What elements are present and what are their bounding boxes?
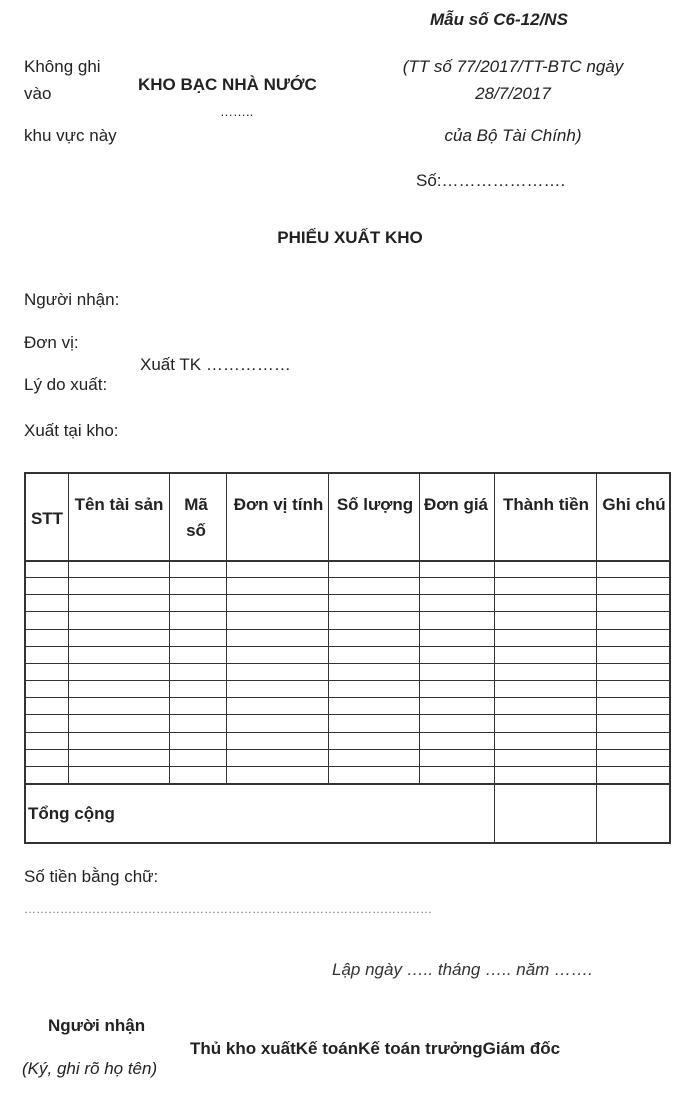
table-row-divider [26,577,669,578]
signature-others: Thủ kho xuấtKế toánKế toán trưởngGiám đốc [190,1039,561,1058]
table-row-divider [26,766,669,767]
col-header-note: Ghi chú [602,495,666,514]
total-label: Tổng cộng [28,804,115,823]
table-row-divider [26,611,669,612]
warehouse-label: Xuất tại kho: [24,421,119,440]
col-header-unit: Đơn vị tính [233,495,324,514]
col-header-code: Mã số [184,495,208,540]
table-header-divider [26,560,669,562]
col-header-unit-price: Đơn giá [423,495,489,514]
document-number: Số:…………………. [416,171,566,190]
no-write-label-1: Không ghi [24,57,101,76]
recipient-label: Người nhận: [24,290,120,309]
table-row-divider [26,629,669,630]
table-row-divider [26,697,669,698]
amount-in-words-label: Số tiền bằng chữ: [24,867,159,886]
reason-label: Lý do xuất: [24,375,108,394]
signature-recipient-note: (Ký, ghi rõ họ tên) [22,1059,158,1078]
circular-line-3: của Bộ Tài Chính) [444,126,582,145]
table-row-divider [26,714,669,715]
table-column-divider [494,474,495,842]
table-row-divider [26,594,669,595]
table-row-divider [26,663,669,664]
table-row-divider [26,680,669,681]
agency-name: KHO BẠC NHÀ NƯỚC [138,75,317,94]
table-column-divider [596,474,597,842]
col-header-quantity: Số lượng [336,495,414,514]
form-code: Mẫu số C6-12/NS [430,10,568,29]
table-row-divider [26,646,669,647]
circular-line-2: 28/7/2017 [475,84,551,103]
page-title: PHIẾU XUẤT KHO [277,228,423,247]
table-row-divider [26,732,669,733]
no-write-label-2: vào [24,84,52,103]
amount-dots: ………………………………………………………………………………………… [24,902,432,916]
signature-recipient: Người nhận [48,1016,146,1035]
col-header-asset-name: Tên tài sản [74,495,164,514]
reason-value: Xuất TK …………… [140,355,291,374]
table-row-divider [26,749,669,750]
unit-label: Đơn vị: [24,333,79,352]
items-table [24,472,671,844]
date-line: Lập ngày ….. tháng ….. năm ……. [332,960,593,979]
circular-line-1: (TT số 77/2017/TT-BTC ngày [402,57,624,76]
col-header-stt: STT [30,509,64,528]
col-header-amount: Thành tiền [503,495,589,514]
no-write-label-3: khu vực này [24,126,117,145]
agency-dots: …….. [220,104,254,119]
table-row-divider [26,783,669,785]
